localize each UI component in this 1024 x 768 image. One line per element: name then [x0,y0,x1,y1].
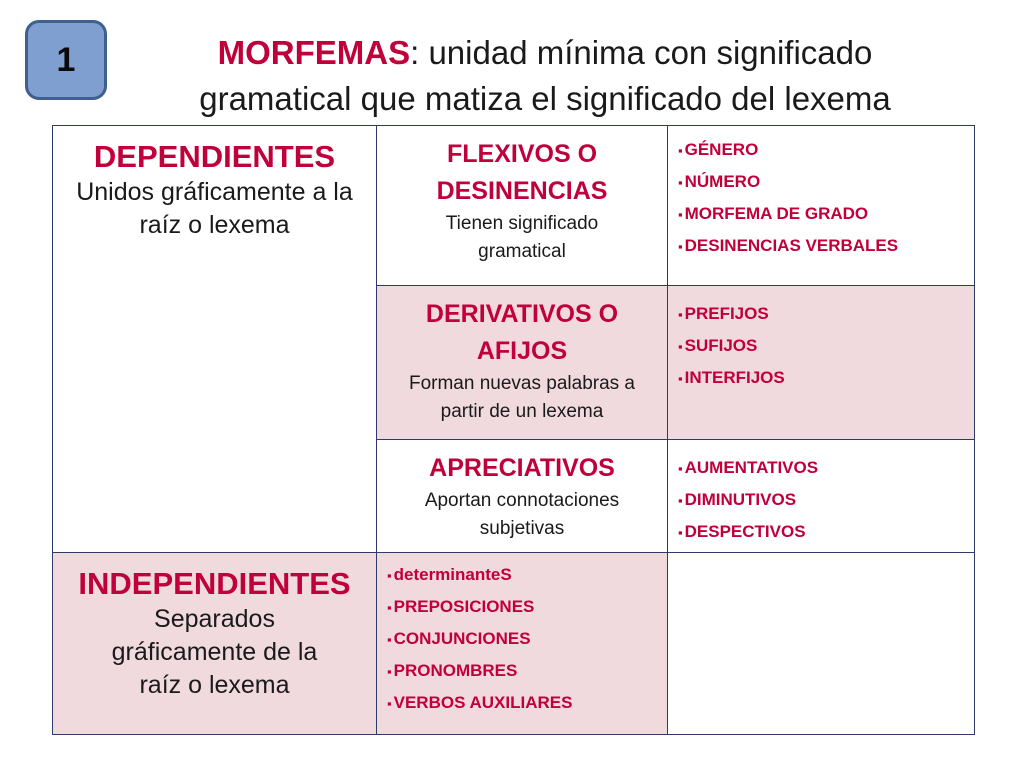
independientes-list [377,553,667,719]
list-item: ▪ DESPECTIVOS [678,516,974,548]
list-item: ▪ DESINENCIAS VERBALES [678,230,974,262]
independientes-cell [53,553,377,735]
apreciativos-heading: APRECIATIVOS [429,454,615,482]
apreciativos-cell [377,440,668,553]
dependientes-heading: DEPENDIENTES [93,139,336,174]
list-item: ▪ PREPOSICIONES [387,591,667,623]
apreciativos-list [668,440,974,548]
independientes-heading: INDEPENDIENTES [78,566,351,601]
list-item: ▪ SUFIJOS [678,330,974,362]
independientes-list-cell [377,553,668,735]
dependientes-cell [53,126,377,553]
title-line-2: gramatical que matiza el significado del lexema [199,80,891,117]
title-keyword: MORFEMAS [217,34,411,71]
list-item: ▪ NÚMERO [678,166,974,198]
derivativos-description: Forman nuevas palabras a partir de un lexema [408,373,635,422]
list-item: ▪ AUMENTATIVOS [678,452,974,484]
derivativos-list-cell [668,286,975,440]
empty-cell [668,553,975,735]
morfemas-table [52,125,975,735]
list-item: ▪ INTERFIJOS [678,362,974,394]
title-rest: : unidad mínima con significado [410,34,873,71]
list-item: ▪ VERBOS AUXILIARES [387,687,667,719]
list-item: ▪ PRONOMBRES [387,655,667,687]
flexivos-heading: FLEXIVOS O DESINENCIAS [436,140,608,205]
derivativos-list [668,286,974,394]
flexivos-list [668,126,974,262]
flexivos-list-cell [668,126,975,286]
title-line-1 [120,30,970,76]
apreciativos-description: Aportan connotaciones subjetivas [424,490,620,539]
slide-number: 1 [56,40,76,79]
list-item: ▪ DIMINUTIVOS [678,484,974,516]
flexivos-cell [377,126,668,286]
list-item: ▪ MORFEMA DE GRADO [678,198,974,230]
apreciativos-list-cell [668,440,975,553]
flexivos-description: Tienen significado gramatical [445,213,599,262]
list-item: ▪ CONJUNCIONES [387,623,667,655]
independientes-description: Separados gráficamente de la raíz o lexema [111,605,318,699]
slide-title [120,30,970,122]
list-item: ▪ GÉNERO [678,134,974,166]
derivativos-heading: DERIVATIVOS O AFIJOS [425,300,619,365]
slide-number-badge [25,20,107,100]
dependientes-description: Unidos gráficamente a la raíz o lexema [76,178,353,239]
list-item: ▪ determinanteS [387,559,667,591]
list-item: ▪ PREFIJOS [678,298,974,330]
derivativos-cell [377,286,668,440]
